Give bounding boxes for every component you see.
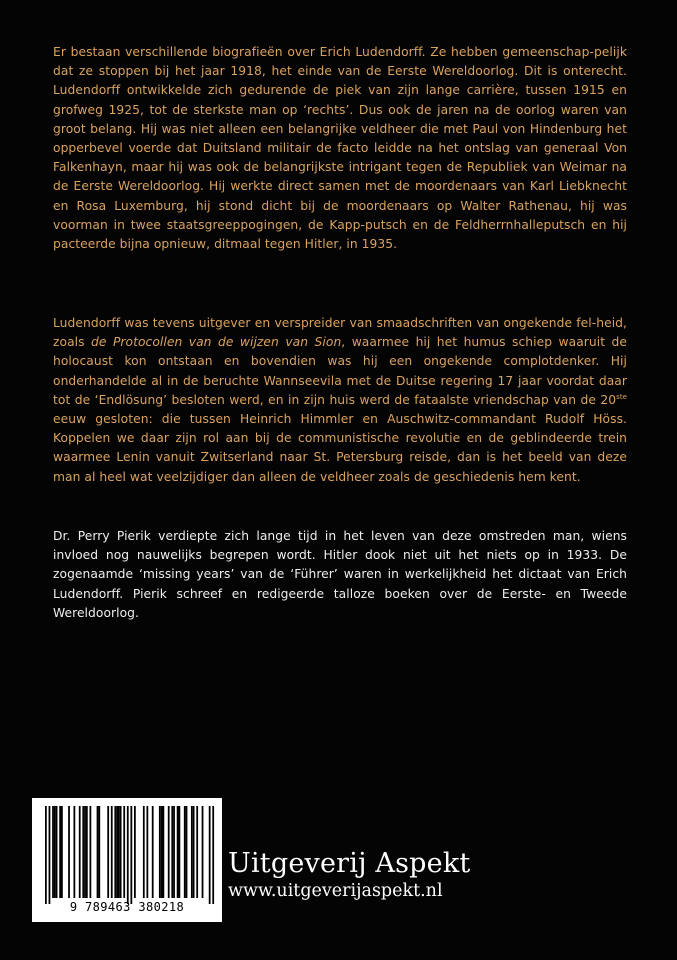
barcode-bar: [162, 806, 164, 898]
barcode-bar: [161, 806, 163, 898]
barcode-bar: [98, 806, 100, 898]
publisher-url[interactable]: www.uitgeverijaspekt.nl: [228, 881, 443, 901]
barcode-bar: [82, 806, 84, 898]
barcode-bar: [186, 806, 188, 898]
barcode-bar: [202, 806, 204, 898]
barcode-bar: [56, 806, 58, 898]
barcode-bar: [209, 806, 211, 904]
blurb-paragraph-2-end: eeuw gesloten: die tussen Heinrich Himmler en Auschwitz-commandant Rudolf Höss. Koppelen we daar zijn rol aan bij de communistische revolutie en de geblindeerde trein waarmee Lenin vanuit Zwitserland naar St. Petersburg reisde, dan is het beeld van deze man al heel wat veelzijdiger dan alleen de veldheer zoals de geschiedenis hem kent.: [53, 412, 627, 484]
barcode-bar: [168, 806, 170, 898]
blurb-paragraph-2: [53, 314, 627, 487]
barcode-bar: [90, 806, 92, 898]
author-paragraph: Dr. Perry Pierik verdiepte zich lange tijd in het leven van deze omstreden man, wiens invloed nog nauwelijks begrepen wordt. Hitler dook niet uit het niets op in 1933. De zogenaamde ‘missing years’ van de ‘Führer’ waren in werkelijkheid het dictaat van Erich Ludendorff. Pierik schreef en redigeerde talloze boeken over de Eerste- en Tweede Wereldoorlog.: [53, 529, 627, 620]
isbn-barcode: [32, 798, 222, 922]
barcode-bar: [130, 806, 132, 904]
barcode-bar: [123, 806, 125, 898]
barcode-bar: [196, 806, 198, 898]
barcode-bar: [177, 806, 179, 898]
barcode-bar: [127, 806, 129, 904]
barcode-bar: [52, 806, 54, 898]
barcode-bar: [116, 806, 118, 898]
blurb-paragraph-1: Er bestaan verschillende biografieën over Erich Ludendorff. Ze hebben gemeenschap-pelijk dat ze stoppen bij het jaar 1918, het einde van de Eerste Wereldoorlog. Dit is onterecht. Ludendorff ontwikkelde zich gedurende de piek van zijn lange carrière, tussen 1915 en grofweg 1925, tot de sterkste man op ‘rechts’. Dus ook de jaren na de oorlog waren van groot belang. Hij was niet alleen een belangrijke veldheer die met Paul von Hindenburg het opperbevel voerde dat Duitsland militair de facto leidde na het ontslag van generaal Von Falkenhayn, maar hij was ook de belangrijkste intrigant tegen de Republiek van Weimar na de Eerste Wereldoorlog. Hij werkte direct samen met de moordenaars van Karl Liebknecht en Rosa Luxemburg, hij stond dicht bij de moordenaars op Walter Rathenau, hij was voorman in twee staatsgreeppogingen, de Kapp-putsch en de Feldherrnhalleputsch en hij pacteerde bijna opnieuw, ditmaal tegen Hitler, in 1935.: [53, 45, 627, 252]
blurb-paragraph-2-middle: , waarmee hij het humus schiep waaruit de holocaust kon ontstaan en bovendien was hij een ongekende complotdenker. Hij onderhandelde al in de beruchte Wannseevila met de Duitse regering 17 jaar voordat daar tot de ‘Endlösung’ besloten werd, en in zijn huis werd de fataalste vriendschap van de 20: [53, 335, 628, 407]
publisher-name: Uitgeverij Aspekt: [228, 848, 471, 879]
barcode-bar: [111, 806, 113, 898]
barcode-bar: [173, 806, 175, 898]
blurb-paragraph-2-start: Ludendorff was tevens uitgever en verspreider van smaadschriften van ongekende fel-heid, zoals: [53, 316, 627, 350]
barcode-bar: [68, 806, 70, 898]
barcode-bar: [134, 806, 136, 898]
superscript-ste: ste: [616, 392, 627, 401]
barcode-bar: [114, 806, 116, 898]
barcode-bar: [118, 806, 120, 898]
barcode-bar: [49, 806, 51, 904]
barcode-bar: [73, 806, 75, 898]
book-title-italic: de Protocollen van de wijzen van Sion: [91, 335, 342, 350]
barcode-bar: [171, 806, 173, 898]
barcode-bar: [86, 806, 88, 898]
barcode-bar: [212, 806, 214, 904]
barcode-bar: [159, 806, 161, 898]
barcode-bar: [193, 806, 195, 898]
barcode-bar: [120, 806, 122, 898]
barcode-bar: [45, 806, 47, 904]
barcode-bar: [79, 806, 81, 898]
barcode-bar: [84, 806, 86, 898]
barcode-bar: [179, 806, 181, 898]
barcode-bar: [143, 806, 145, 898]
barcode-bar: [184, 806, 186, 898]
barcode-bar: [97, 806, 99, 898]
barcode-digits: 9 789463 380218: [69, 900, 185, 914]
barcode-bar: [191, 806, 193, 898]
barcode-bar: [107, 806, 109, 898]
barcode-bar: [54, 806, 56, 898]
barcode-bar: [59, 806, 61, 898]
barcode-bar: [152, 806, 154, 898]
barcode-bar: [61, 806, 63, 898]
barcode-bar: [146, 806, 148, 898]
